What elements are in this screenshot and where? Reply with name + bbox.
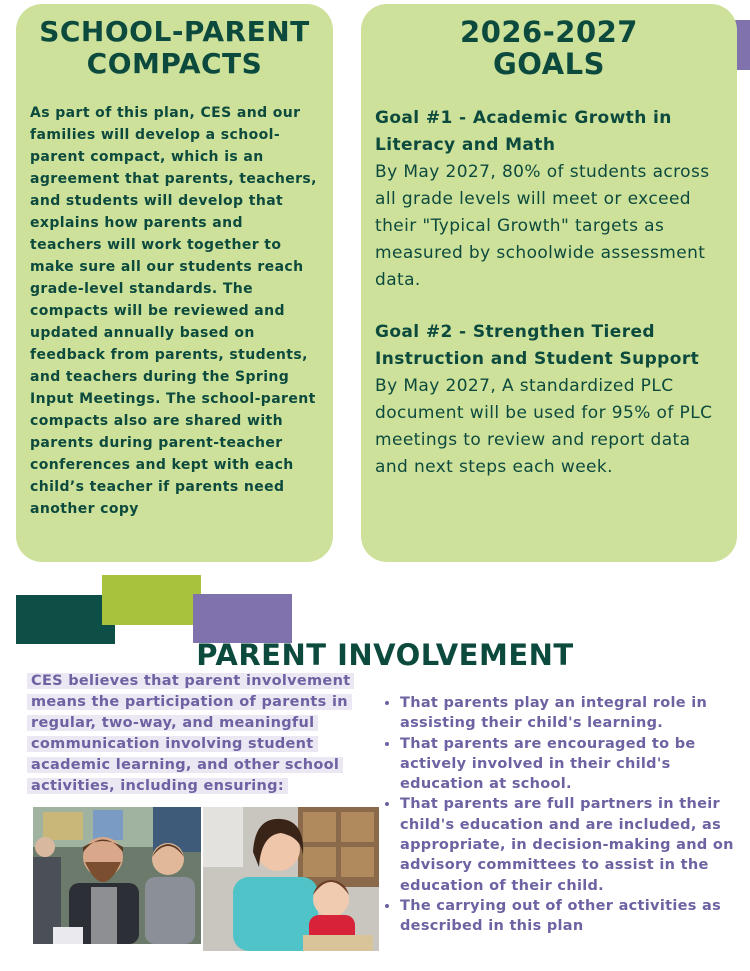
compacts-body: As part of this plan, CES and our families will develop a school-parent compact, which is an agreement that parents, teachers, and students will develop that explains how parents and teachers will work together to make sure all our students reach grade-level standards. The compacts will be reviewed and updated annually based on feedback from parents, students, and teachers during the Spring Input Meetings. The school-parent compacts also are shared with parents during parent-teacher conferences and kept with each child’s teacher if parents need another copy [30,105,317,517]
list-item: • That parents play an integral role in assisting their child's learning. [400,693,745,734]
goal-title: Goal #1 - Academic Growth in Literacy and Math [375,108,672,155]
goal-text: By May 2027, A standardized PLC document will be used for 95% of PLC meetings to review and report data and next steps each week. [375,376,713,477]
goal-text: By May 2027, 80% of students across all grade levels will meet or exceed their "Typical Growth" targets as measured by schoolwide assessment data. [375,162,710,290]
decor-lime-block [102,575,201,625]
compacts-title-line2: COMPACTS [86,47,263,80]
goals-title [375,16,723,80]
goals-title-line1: 2026-2027 [460,15,638,49]
involvement-heading: PARENT INVOLVEMENT [196,638,574,672]
photo-mother-and-daughter [203,807,379,951]
list-item: • That parents are encouraged to be actively involved in their child's education at school. [400,734,745,795]
list-item: • That parents are full partners in their child's education and are included, as appropriate, in decision-making and on advisory committees to assist in the education of their child. [400,794,745,895]
goals-title-line2: GOALS [493,47,605,81]
involvement-intro-text: CES believes that parent involvement means the participation of parents in regular, two-way, and meaningful communication involving student academic learning, and other school activities, including ensuring: [27,673,354,794]
decor-purple-block [193,594,292,643]
goals-card [361,4,737,562]
compacts-card [16,4,333,562]
compacts-title-line1: SCHOOL-PARENT [39,15,310,48]
decor-dark-green-block [16,595,115,644]
photo-father-and-son [33,807,201,944]
goal-title: Goal #2 - Strengthen Tiered Instruction and Student Support [375,322,700,369]
involvement-intro [27,671,357,797]
compacts-title [30,16,319,80]
goal-item [375,319,723,481]
list-item: • The carrying out of other activities as described in this plan [400,896,745,937]
goal-item [375,105,723,294]
involvement-bullets [383,693,745,937]
